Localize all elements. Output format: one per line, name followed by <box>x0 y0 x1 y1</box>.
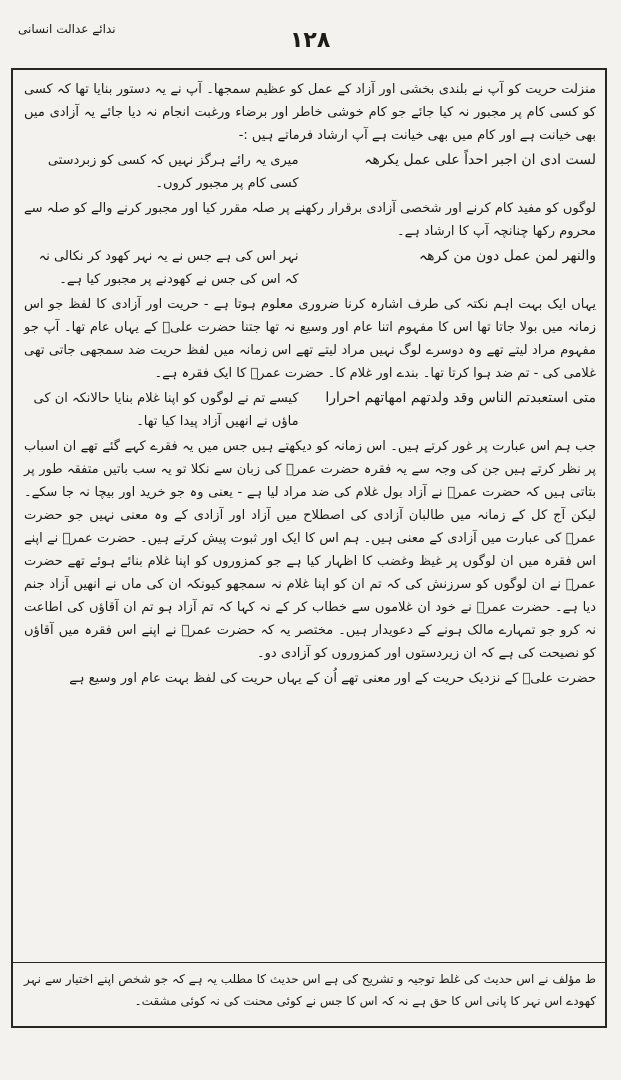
paragraph: یہاں ایک بہت اہم نکتہ کی طرف اشارہ کرنا ضروری معلوم ہوتا ہے - حریت اور آزادی کا لفظ جو اس زمانہ میں بولا جاتا تھا اس کا مفہوم اتنا عام اور وسیع نہ تھا جتنا حضرت علیؑ کے یہاں عام تھا۔ آپ جو مفہوم مراد لیتے تھے وہ دوسرے لوگ نہیں مراد لیتے تھے اس زمانہ میں لفظ حریت ضد سمجھی جاتی تھی غلامی کی - تم ضد ہوا کرتا تھا۔ بندے اور غلام کا۔ حضرت عمرؓ کا ایک فقرہ ہے۔ <box>24 297 596 381</box>
paragraph: منزلت حریت کو آپ نے بلندی بخشی اور آزاد کے عمل کو عظیم سمجھا۔ آپ نے یہ دستور بنایا تھا کہ کسی کو کسی کام پر مجبور نہ کیا جائے جو کام خوشی خاطر اور برضاء ورغبت انجام نہ دیا جائے یہ آزادی میں بھی خیانت ہے اور کام میں بھی خیانت ہے آپ ارشاد فرماتے ہیں :- <box>24 82 596 143</box>
paragraph: حضرت علیؑ کے نزدیک حریت کے اور معنی تھے اُن کے یہاں حریت کی لفظ بہت عام اور وسیع ہے <box>69 671 596 686</box>
page-number: ۱۲۸ <box>290 28 331 53</box>
paragraph: جب ہم اس عبارت پر غور کرتے ہیں۔ اس زمانہ کو دیکھتے ہیں جس میں یہ فقرے کہے گئے تھے ان اسباب پر نظر کرتے ہیں جن کی وجہ سے یہ فقرہ حضرت عمرؓ کی زبان سے نکلا تو یہ سب باتیں متفقہ طور پر بتاتی ہیں کہ حضرت عمرؓ نے آزاد بول غلام کی ضد مراد لیا ہے - یعنی وہ جو خرید اور بیچا نہ جا سکے۔ لیکن آج کل کے زمانہ میں طالبان آزادی کی اصطلاح میں آزاد اور آزادی کے وہ معنی نہیں جو حضرت عمرؓ کی عبارت میں آزادی کے معنی ہیں۔ ہم اس کا ایک اور ثبوت پیش کرتے ہیں۔ حضرت عمرؓ نے اپنے اس فقرہ میں ان لوگوں پر غیظ وغضب کا اظہار کیا ہے جو کمزوروں کو اپنا غلام بنائے ہوئے تھے حضرت عمرؓ نے ان لوگوں کو سرزنش کی کہ تم ان کو اپنا غلام نہ سمجھو کیونکہ ان کی ماں نے انھیں آزاد جنم دیا ہے۔ حضرت عمرؓ نے خود ان غلاموں سے خطاب کر کے نہ کہا کہ تم آزاد ہو تم ان آقاؤں کی اطاعت نہ کرو جو تمہارے مالک ہونے کے دعویدار ہیں۔ مختصر یہ کہ حضرت عمرؓ نے اپنے اس فقرہ میں آقاؤں کو نصیحت کی ہے کہ ان زیردستوں اور کمزوروں کو آزادی دو۔ <box>24 439 596 661</box>
footnote: ط مؤلف نے اس حدیث کی غلط توجیہ و تشریح کی ہے اس حدیث کا مطلب یہ ہے کہ جو شخص اپنے اختیار سے نہر کھودے اس نہر کا پانی اس کا حق ہے نہ کہ اس کا جس نے کوئی محنت کی نہ کوئی مشقت۔ <box>24 972 596 1008</box>
arabic-quote: لست ادی ان اجبر احداً علی عمل یکرھہ <box>364 152 596 168</box>
quote-translation: نہر اس کی ہے جس نے یہ نہر کھود کر نکالی نہ کہ اس کی جس نے کھودنے پر مجبور کیا ہے۔ <box>38 249 299 287</box>
arabic-quote: والنھر لمن عمل دون من کرھہ <box>418 248 596 264</box>
quotation <box>24 387 596 433</box>
body-text <box>24 78 596 1023</box>
arabic-quote: متی استعبدتم الناس وقد ولدتھم امھاتھم احرارا <box>325 390 596 406</box>
page-header <box>0 0 621 70</box>
quotation <box>24 245 596 291</box>
quote-translation: میری یہ رائے ہرگز نہیں کہ کسی کو زبردستی کسی کام پر مجبور کروں۔ <box>47 153 299 191</box>
paragraph: لوگوں کو مفید کام کرنے اور شخصی آزادی برقرار رکھنے پر صلہ مقرر کیا اور مجبور کرنے والے کو صلہ سے محروم رکھا چنانچہ آپ کا ارشاد ہے۔ <box>24 201 596 239</box>
quotation <box>24 149 596 195</box>
quote-translation: کیسے تم نے لوگوں کو اپنا غلام بنایا حالانکہ ان کی ماؤں نے انھیں آزاد پیدا کیا تھا۔ <box>33 391 299 429</box>
running-title: ندائے عدالت انسانی <box>18 22 116 36</box>
footnote-separator <box>11 962 607 963</box>
